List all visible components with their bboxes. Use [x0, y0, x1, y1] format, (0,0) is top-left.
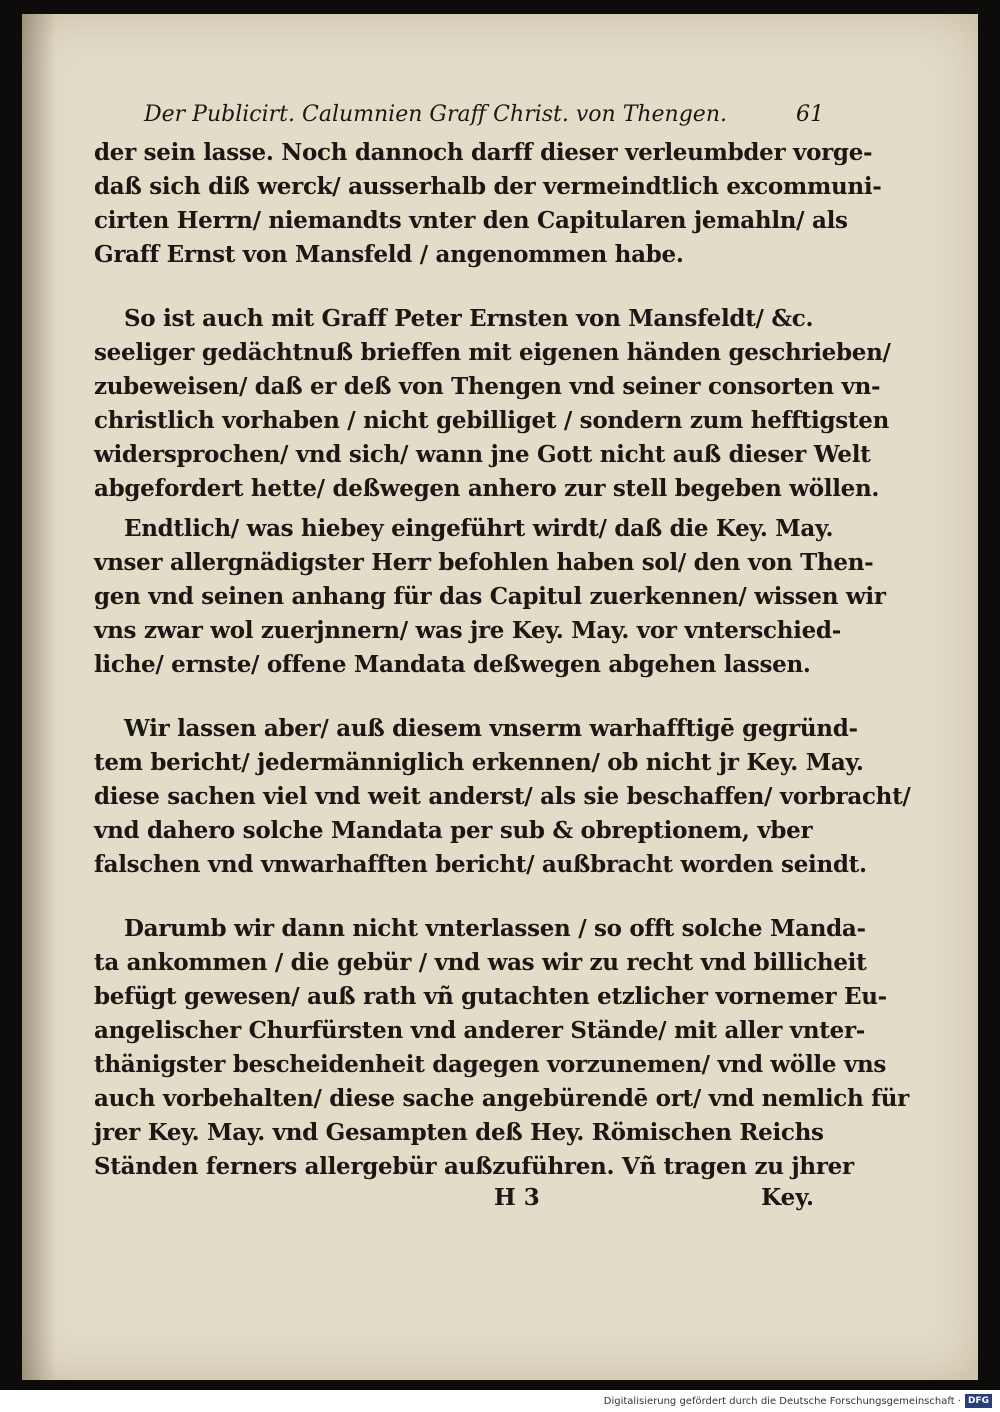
text-line: thänigster bescheidenheit dagegen vorzunemen/ vnd wölle vns	[94, 1051, 887, 1078]
paragraph-gap	[94, 882, 824, 912]
text-line: vns zwar wol zuerjnnern/ was jre Key. May. vor vnterschied-	[94, 617, 841, 644]
paragraph-gap	[94, 682, 824, 712]
text-line: vnd dahero solche Mandata per sub & obreptionem, vber	[94, 817, 813, 844]
text-line: vnser allergnädigster Herr befohlen haben sol/ den von Then-	[94, 549, 874, 576]
dfg-logo-icon: DFG	[965, 1394, 992, 1408]
text-line: Wir lassen aber/ auß diesem vnserm warhafftigē gegründ-	[124, 715, 858, 742]
text-line: auch vorbehalten/ diese sache angebürendē ort/ vnd nemlich für	[94, 1085, 909, 1112]
text-line: der sein lasse. Noch dannoch darff dieser verleumbder vorge-	[94, 139, 873, 166]
text-line: seeliger gedächtnuß brieffen mit eigenen händen geschrieben/	[94, 339, 891, 366]
text-line: Ständen ferners allergebür außzuführen. Vñ tragen zu jhrer	[94, 1153, 854, 1180]
running-header	[94, 102, 824, 136]
text-line: cirten Herrn/ niemandts vnter den Capitularen jemahln/ als	[94, 207, 848, 234]
page-text-block	[94, 102, 911, 1218]
paragraph-2	[94, 302, 891, 506]
text-line: diese sachen viel vnd weit anderst/ als sie beschaffen/ vorbracht/	[94, 783, 911, 810]
text-line: Darumb wir dann nicht vnterlassen / so offt solche Manda-	[124, 915, 866, 942]
text-line: Endtlich/ was hiebey eingeführt wirdt/ daß die Key. May.	[124, 515, 834, 542]
page-fold-shadow	[22, 14, 56, 1380]
text-line: gen vnd seinen anhang für das Capitul zuerkennen/ wissen wir	[94, 583, 886, 610]
paragraph-1	[94, 136, 882, 272]
text-line: zubeweisen/ daß er deß von Thengen vnd seiner consorten vn-	[94, 373, 881, 400]
text-line: widersprochen/ vnd sich/ wann jne Gott nicht auß dieser Welt	[94, 441, 871, 468]
digitization-footer	[0, 1390, 1000, 1412]
running-title: Der Publicirt. Calumnien Graff Christ. von Thengen.	[144, 102, 727, 127]
text-line: Graff Ernst von Mansfeld / angenommen habe.	[94, 241, 684, 268]
paragraph-gap	[94, 272, 824, 302]
text-line: falschen vnd vnwarhafften bericht/ außbracht worden seindt.	[94, 851, 867, 878]
text-line: christlich vorhaben / nicht gebilliget / sondern zum hefftigsten	[94, 407, 889, 434]
catchword: Key.	[761, 1184, 814, 1211]
book-page	[22, 14, 978, 1380]
text-line: jrer Key. May. vnd Gesampten deß Hey. Römischen Reichs	[94, 1119, 824, 1146]
text-line: liche/ ernste/ offene Mandata deßwegen abgehen lassen.	[94, 651, 811, 678]
footer-credit: Digitalisierung gefördert durch die Deutsche Forschungsgemeinschaft ·	[603, 1395, 961, 1407]
text-line: abgefordert hette/ deßwegen anhero zur stell begeben wöllen.	[94, 475, 880, 502]
text-line: So ist auch mit Graff Peter Ernsten von Mansfeldt/ &c.	[124, 305, 814, 332]
text-line: tem bericht/ jedermänniglich erkennen/ ob nicht jr Key. May.	[94, 749, 864, 776]
text-line: ta ankommen / die gebür / vnd was wir zu recht vnd billicheit	[94, 949, 867, 976]
paragraph-5	[94, 912, 909, 1184]
text-line: befügt gewesen/ auß rath vñ gutachten etzlicher vornemer Eu-	[94, 983, 887, 1010]
signature-mark: H 3	[494, 1184, 540, 1211]
signature-line	[94, 1184, 824, 1218]
text-line: daß sich diß werck/ ausserhalb der vermeindtlich excommuni-	[94, 173, 882, 200]
paragraph-4	[94, 712, 911, 882]
paragraph-3	[94, 512, 886, 682]
text-line: angelischer Churfürsten vnd anderer Stände/ mit aller vnter-	[94, 1017, 866, 1044]
page-number: 61	[796, 102, 824, 127]
